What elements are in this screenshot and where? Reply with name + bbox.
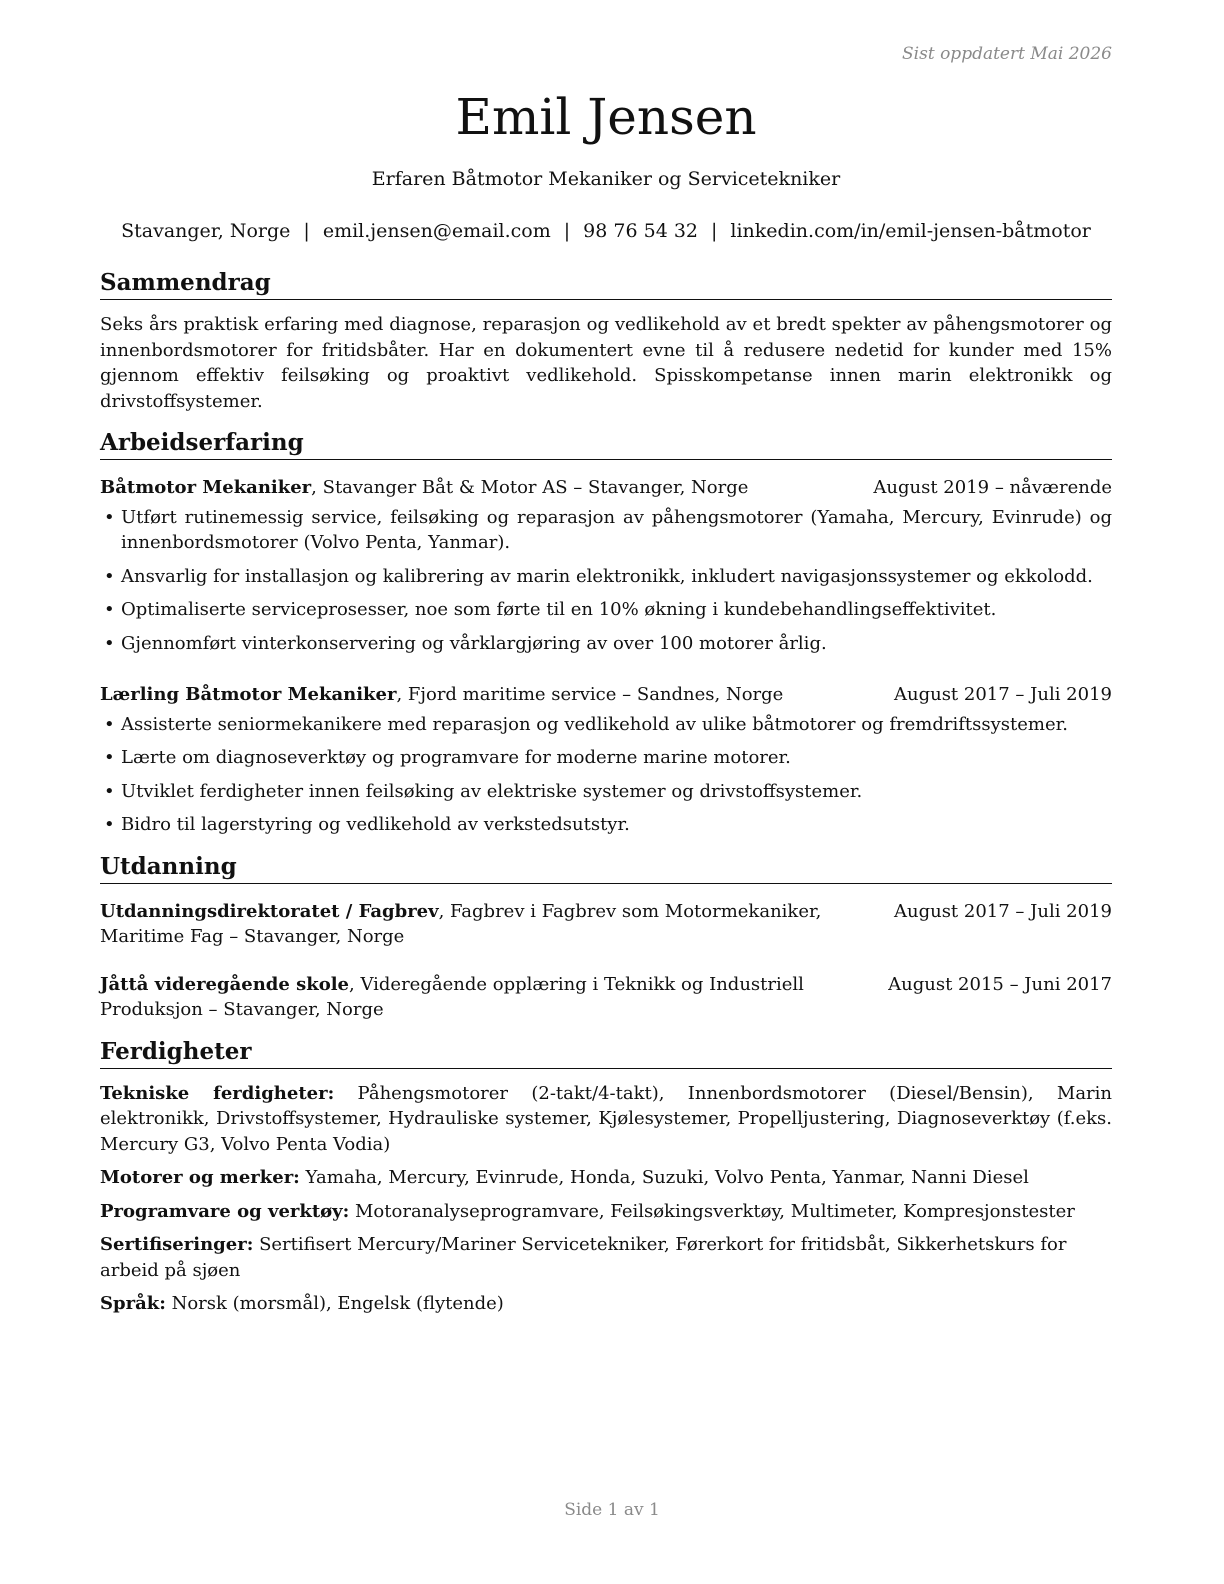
skill-value: Motoranalyseprogramvare, Feilsøkingsverktøy, Multimeter, Kompresjonstester	[349, 1200, 1075, 1222]
skill-row	[100, 1081, 1112, 1158]
education-entry	[100, 899, 1112, 950]
education-institution: Utdanningsdirektoratet / Fagbrev	[100, 900, 439, 922]
resume-content	[100, 268, 1112, 1331]
skill-row	[100, 1165, 1112, 1191]
summary-text: Seks års praktisk erfaring med diagnose, reparasjon og vedlikehold av et bredt spekter av påhengsmotorer og innenbordsmotorer for fritidsbåter. Har en dokumentert evne til å redusere nedetid for kunder med 15% gjennom effektiv feilsøking og proaktivt vedlikehold. Spisskompetanse innen marin elektronikk og drivstoffsystemer.	[100, 314, 1112, 412]
job-employer: , Fjord maritime service – Sandnes, Norge	[396, 684, 784, 705]
list-item: • Ansvarlig for installasjon og kalibrering av marin elektronikk, inkludert navigasjonssystemer og ekkolodd.	[100, 564, 1112, 590]
skill-value: Norsk (morsmål), Engelsk (flytende)	[165, 1293, 504, 1314]
list-item: • Gjennomført vinterkonservering og vårklargjøring av over 100 motorer årlig.	[100, 631, 1112, 657]
education-entry	[100, 972, 1112, 1023]
skill-label: Motorer og merker:	[100, 1167, 300, 1188]
bullet-icon: •	[104, 632, 115, 654]
job-date: August 2017 – Juli 2019	[893, 684, 1112, 705]
list-item: • Optimaliserte serviceprosesser, noe som førte til en 10% økning i kundebehandlingseffektivitet.	[100, 597, 1112, 623]
skill-row	[100, 1232, 1112, 1283]
job-title: Båtmotor Mekaniker	[100, 477, 312, 498]
job-bullets	[100, 505, 1112, 657]
section-title-education: Utdanning	[100, 852, 1112, 884]
contact-line	[100, 219, 1112, 243]
bullet-icon: •	[104, 565, 115, 587]
list-item: • Assisterte seniormekanikere med reparasjon og vedlikehold av ulike båtmotorer og fremdriftssystemer.	[100, 712, 1112, 738]
skill-row	[100, 1291, 1112, 1317]
section-title-summary: Sammendrag	[100, 268, 1112, 300]
education-detail: , Fagbrev i Fagbrev som Motormekaniker, Maritime Fag – Stavanger, Norge	[100, 900, 822, 947]
bullet-icon: •	[104, 506, 115, 528]
job-entry	[100, 475, 1112, 656]
bullet-icon: •	[104, 747, 115, 768]
skill-row	[100, 1199, 1112, 1225]
education-section	[100, 852, 1112, 1023]
skill-value: Yamaha, Mercury, Evinrude, Honda, Suzuki, Volvo Penta, Yanmar, Nanni Diesel	[299, 1167, 1029, 1188]
education-date: August 2017 – Juli 2019	[893, 900, 1112, 922]
candidate-headline: Erfaren Båtmotor Mekaniker og Servicetekniker	[371, 168, 841, 190]
candidate-name: Emil Jensen	[455, 88, 757, 146]
skill-label: Programvare og verktøy:	[100, 1200, 350, 1222]
bullet-icon: •	[104, 713, 115, 735]
bullet-icon: •	[104, 599, 115, 620]
contact-email[interactable]: emil.jensen@email.com	[322, 220, 551, 242]
bullet-icon: •	[104, 780, 115, 802]
job-employer: , Stavanger Båt & Motor AS – Stavanger, Norge	[311, 477, 749, 498]
skill-label: Språk:	[100, 1293, 166, 1314]
list-item: • Lærte om diagnoseverktøy og programvare for moderne marine motorer.	[100, 745, 1112, 771]
page-number: Side 1 av 1	[564, 1500, 660, 1520]
contact-separator: |	[711, 220, 718, 242]
list-item: • Bidro til lagerstyring og vedlikehold av verkstedsutstyr.	[100, 812, 1112, 838]
job-entry	[100, 682, 1112, 838]
skill-value: Påhengsmotorer (2-takt/4-takt), Innenbordsmotorer (Diesel/Bensin), Marin elektronikk, Drivstoffsystemer, Hydrauliske systemer, Kjølesystemer, Propelljustering, Diagnoseverktøy (f.eks. Mercury G3, Volvo Penta Vodia)	[100, 1082, 1112, 1155]
skills-list	[100, 1081, 1112, 1317]
contact-separator: |	[563, 220, 571, 242]
list-item: • Utført rutinemessig service, feilsøking og reparasjon av påhengsmotorer (Yamaha, Mercury, Evinrude) og innenbordsmotorer (Volvo Penta, Yanmar).	[104, 506, 1112, 553]
experience-section	[100, 428, 1112, 838]
last-updated: Sist oppdatert Mai 2026	[902, 44, 1112, 64]
list-item: • Utviklet ferdigheter innen feilsøking av elektriske systemer og drivstoffsystemer.	[100, 779, 1112, 805]
education-detail: , Videregående opplæring i Teknikk og Industriell Produksjon – Stavanger, Norge	[100, 973, 804, 1020]
contact-separator: |	[303, 220, 310, 242]
skills-section	[100, 1037, 1112, 1317]
skill-value: Sertifisert Mercury/Mariner Servicetekniker, Førerkort for fritidsbåt, Sikkerhetskurs for arbeid på sjøen	[100, 1234, 1067, 1281]
skill-label: Tekniske ferdigheter:	[100, 1082, 335, 1104]
summary-section	[100, 268, 1112, 414]
section-title-experience: Arbeidserfaring	[100, 428, 1112, 460]
skill-label: Sertifiseringer:	[100, 1234, 254, 1255]
job-title: Lærling Båtmotor Mekaniker	[100, 684, 397, 705]
education-institution: Jåttå videregående skole	[100, 973, 350, 995]
education-date: August 2015 – Juni 2017	[888, 973, 1112, 995]
section-title-skills: Ferdigheter	[100, 1037, 1112, 1069]
job-bullets	[100, 712, 1112, 838]
contact-phone: 98 76 54 32	[583, 220, 698, 242]
job-date: August 2019 – nåværende	[873, 477, 1112, 498]
job-header	[100, 475, 1112, 501]
contact-linkedin[interactable]: linkedin.com/in/emil-jensen-båtmotor	[730, 220, 1091, 242]
contact-location: Stavanger, Norge	[121, 220, 291, 242]
job-header	[100, 682, 1112, 708]
bullet-icon: •	[104, 814, 115, 835]
